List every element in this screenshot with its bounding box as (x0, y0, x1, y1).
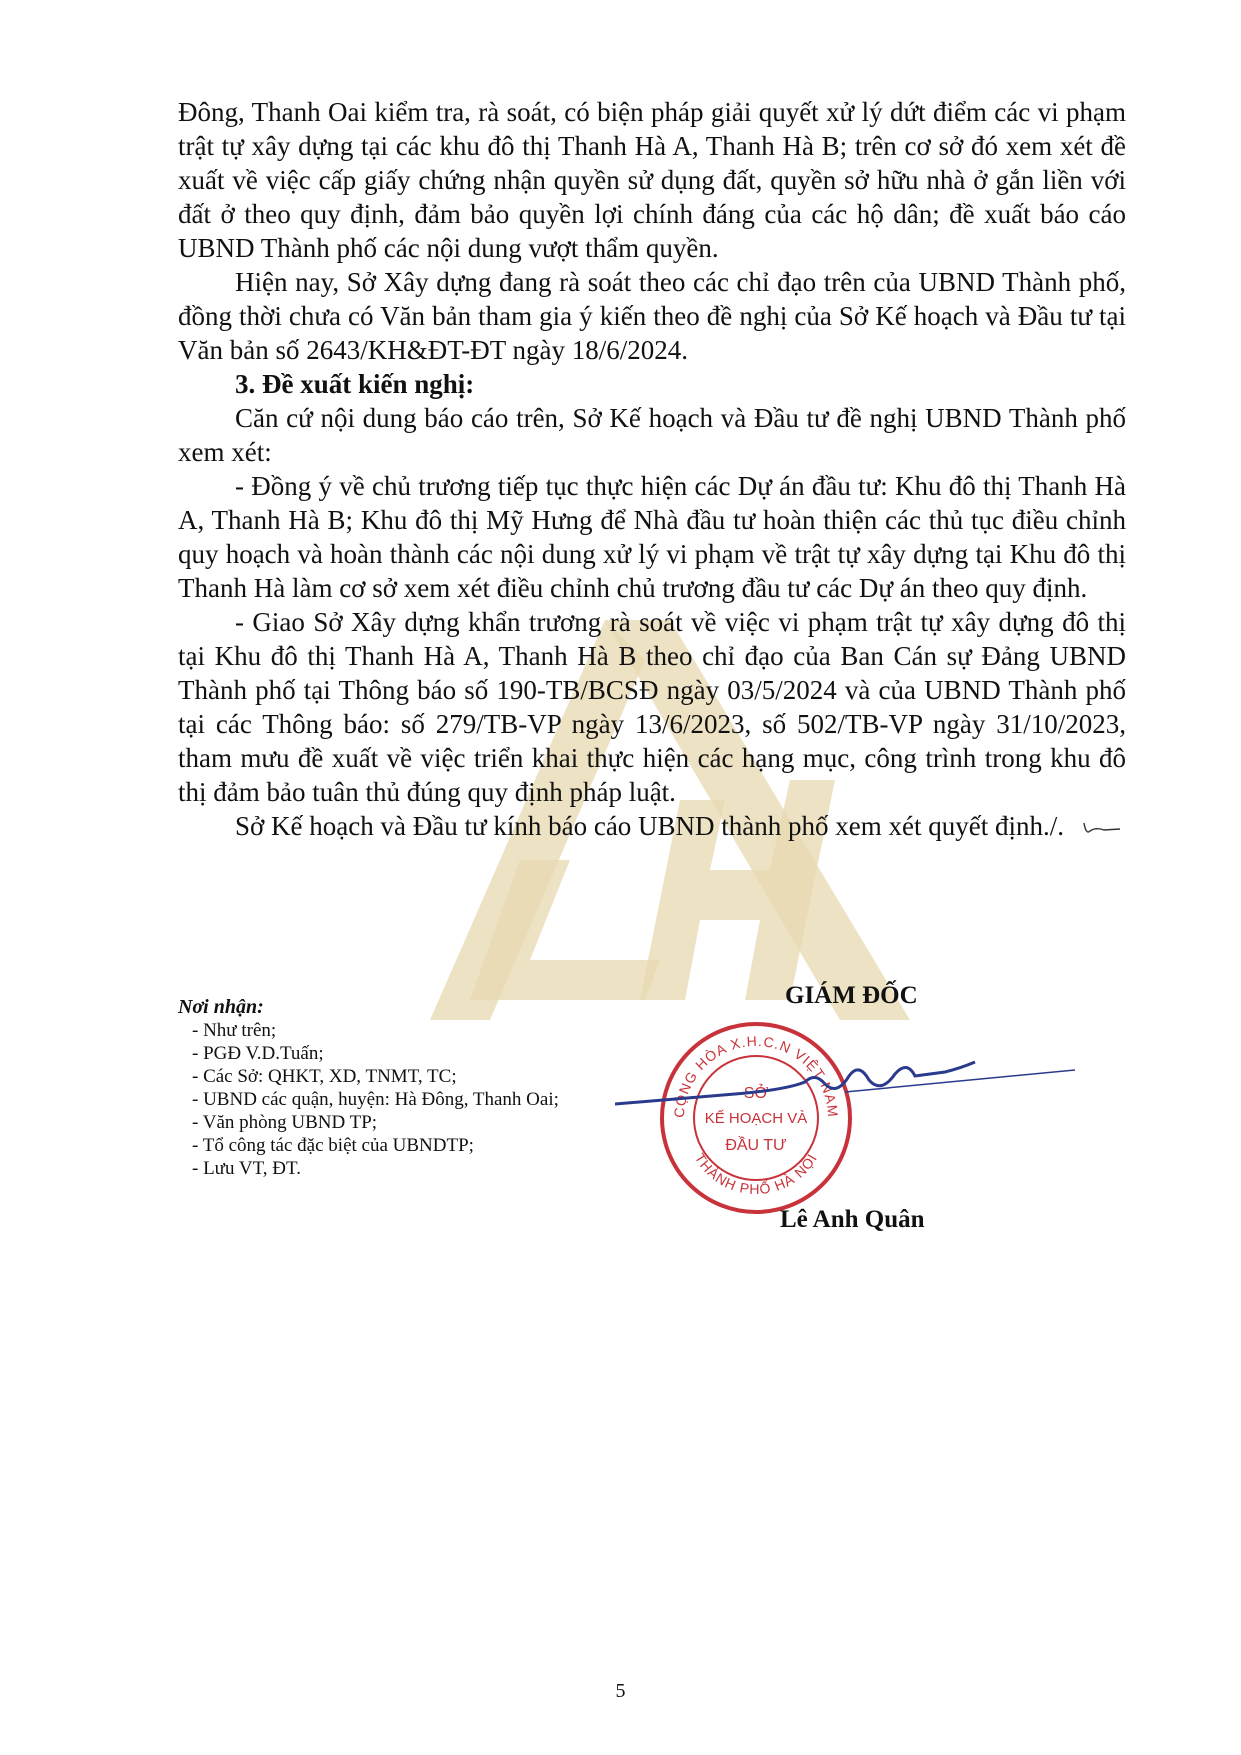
recipient-item: - UBND các quận, huyện: Hà Đông, Thanh Oai; (192, 1089, 559, 1110)
svg-text:THÀNH PHỐ HÀ NỘI (692, 1150, 821, 1197)
paragraph-proposal-1: - Đồng ý về chủ trương tiếp tục thực hiện các Dự án đầu tư: Khu đô thị Thanh Hà A, Thanh Hà B; Khu đô thị Mỹ Hưng để Nhà đầu tư hoàn thiện các thủ tục điều chỉnh quy hoạch và hoàn thành các nội dung xử lý vi phạm về trật tự xây dựng tại Khu đô thị Thanh Hà làm cơ sở xem xét điều chỉnh chủ trương đầu tư các Dự án theo quy định. (178, 471, 1126, 603)
recipient-item: - Như trên; (192, 1020, 277, 1041)
signer-title: GIÁM ĐỐC (785, 982, 918, 1009)
closing-text: Sở Kế hoạch và Đầu tư kính báo cáo UBND thành phố xem xét quyết định./. (235, 811, 1064, 841)
stamp-inner-bottom: ĐẦU TƯ (725, 1137, 787, 1154)
paragraph-proposal-2: - Giao Sở Xây dựng khẩn trương rà soát về việc vi phạm trật tự xây dựng đô thị tại Khu đô thị Thanh Hà A, Thanh Hà B theo chỉ đạo của Ban Cán sự Đảng UBND Thành phố tại Thông báo số 190-TB/BCSĐ ngày 03/5/2024 và của UBND Thành phố tại các Thông báo: số 279/TB-VP ngày 13/6/2023, số 502/TB-VP ngày 31/10/2023, tham mưu đề xuất về việc triển khai thực hiện các hạng mục, công trình trong khu đô thị đảm bảo tuân thủ đúng quy định pháp luật. (178, 607, 1126, 807)
recipient-item: - Các Sở: QHKT, XD, TNMT, TC; (192, 1066, 457, 1087)
document-body (178, 95, 1126, 843)
paragraph-proposal-intro: Căn cứ nội dung báo cáo trên, Sở Kế hoạch và Đầu tư đề nghị UBND Thành phố xem xét: (178, 403, 1126, 467)
signer-name: Lê Anh Quân (780, 1206, 925, 1233)
stamp-outer-bottom-text: THÀNH PHỐ HÀ NỘI (691, 1150, 821, 1198)
paragraph-closing (178, 809, 1126, 843)
recipient-item: - Tổ công tác đặc biệt của UBNDTP; (192, 1135, 474, 1156)
section-heading: 3. Đề xuất kiến nghị: (235, 369, 475, 399)
signature-block (600, 982, 1080, 1242)
handwritten-signature (615, 1052, 1075, 1112)
paragraph-status: Hiện nay, Sở Xây dựng đang rà soát theo các chỉ đạo trên của UBND Thành phố, đồng thời chưa có Văn bản tham gia ý kiến theo đề nghị của Sở Kế hoạch và Đầu tư tại Văn bản số 2643/KH&ĐT-ĐT ngày 18/6/2024. (178, 267, 1126, 365)
stamp-inner-top: SỞ (743, 1085, 769, 1102)
recipient-item: - Văn phòng UBND TP; (192, 1112, 378, 1133)
initial-mark (1082, 819, 1122, 839)
stamp-outer-text: CỘNG HÒA X.H.C.N VIỆT NAM (670, 1032, 842, 1119)
recipients-block (178, 996, 578, 1180)
recipient-item: - PGĐ V.D.Tuấn; (192, 1043, 324, 1064)
paragraph-continuation: Đông, Thanh Oai kiểm tra, rà soát, có biện pháp giải quyết xử lý dứt điểm các vi phạm trật tự xây dựng tại các khu đô thị Thanh Hà A, Thanh Hà B; trên cơ sở đó xem xét đề xuất về việc cấp giấy chứng nhận quyền sử dụng đất, quyền sở hữu nhà ở gắn liền với đất ở theo quy định, đảm bảo quyền lợi chính đáng của các hộ dân; đề xuất báo cáo UBND Thành phố các nội dung vượt thẩm quyền. (178, 97, 1126, 263)
recipient-item: - Lưu VT, ĐT. (192, 1158, 301, 1179)
stamp-inner-middle: KẾ HOẠCH VÀ (704, 1110, 808, 1127)
recipients-title: Nơi nhận: (178, 996, 264, 1018)
official-stamp (656, 1018, 856, 1218)
recipients-list (178, 1019, 578, 1180)
page-number: 5 (615, 1680, 626, 1702)
